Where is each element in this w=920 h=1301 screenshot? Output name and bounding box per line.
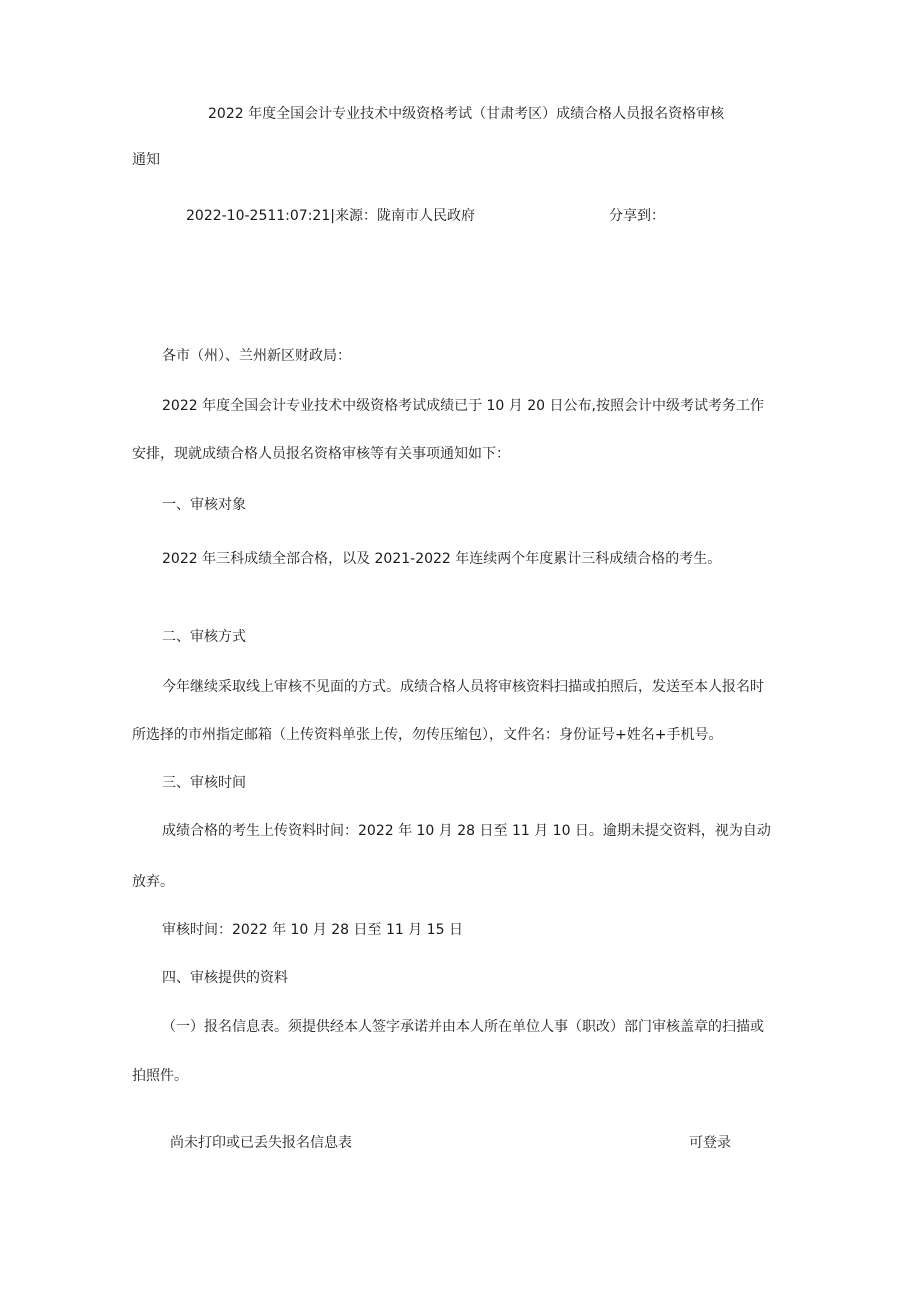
section-3-line-1: 成绩合格的考生上传资料时间：2022 年 10 月 28 日至 11 月 10 日。逾期未提交资料，视为自动 [162,823,771,839]
document-title-line-2: 通知 [132,152,160,168]
intro-paragraph-line-1: 2022 年度全国会计专业技术中级资格考试成绩已于 10 月 20 日公布,按照会计中级考试考务工作 [162,398,764,414]
section-3-heading: 三、审核时间 [162,775,246,791]
section-2-heading: 二、审核方式 [162,629,246,645]
section-1-heading: 一、审核对象 [162,497,246,513]
salutation: 各市（州）、兰州新区财政局： [162,348,351,364]
section-4-item-1-line-1: （一）报名信息表。须提供经本人签字承诺并由本人所在单位人事（职改）部门审核盖章的扫描或 [162,1019,764,1035]
section-3-line-2: 放弃。 [132,874,174,890]
section-2-line-1: 今年继续采取线上审核不见面的方式。成绩合格人员将审核资料扫描或拍照后，发送至本人报名时 [162,679,764,695]
note-right-text: 可登录 [689,1135,731,1151]
document-title-line-1: 2022 年度全国会计专业技术中级资格考试（甘肃考区）成绩合格人员报名资格审核 [208,106,725,122]
note-left-text: 尚未打印或已丢失报名信息表 [170,1135,352,1151]
section-4-item-1-line-2: 拍照件。 [132,1068,188,1084]
section-1-text: 2022 年三科成绩全部合格，以及 2021-2022 年连续两个年度累计三科成绩合格的考生。 [162,551,722,567]
intro-paragraph-line-2: 安排，现就成绩合格人员报名资格审核等有关事项通知如下： [132,446,510,462]
share-label[interactable]: 分享到： [609,208,665,224]
publish-date-source: 2022-10-2511:07:21|来源：陇南市人民政府 [186,208,475,224]
section-4-heading: 四、审核提供的资料 [162,970,288,986]
section-3-review-time: 审核时间：2022 年 10 月 28 日至 11 月 15 日 [162,922,463,938]
section-2-line-2: 所选择的市州指定邮箱（上传资料单张上传，勿传压缩包），文件名：身份证号+姓名+手机号。 [132,727,723,743]
